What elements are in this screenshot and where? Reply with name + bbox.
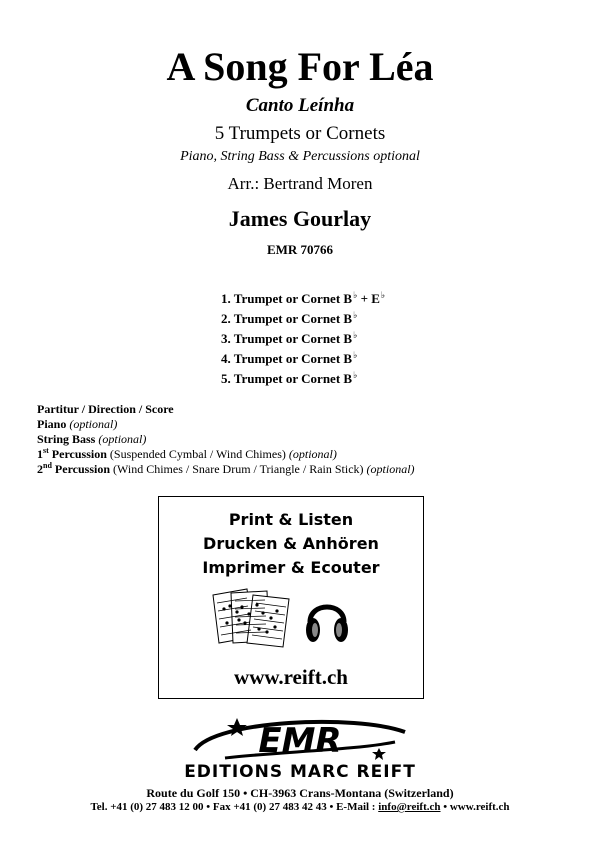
catalog-number: EMR 70766 <box>266 242 334 257</box>
promo-line-german: Drucken & Anhören <box>203 534 379 553</box>
instrumentation: 5 Trumpets or Cornets <box>214 123 386 144</box>
ordinal-number: 2 <box>37 462 43 476</box>
score-title: A Song For Léa <box>166 44 434 89</box>
part-label: 1. Trumpet or Cornet B <box>221 291 353 306</box>
ordinal-number: 1 <box>37 447 43 461</box>
sheet-music-icon <box>209 587 295 649</box>
percussion-label: Percussion <box>51 462 111 476</box>
flat-sign: ♭ <box>353 310 358 320</box>
part-label: 3. Trumpet or Cornet B <box>221 331 353 346</box>
percussion-detail: (Wind Chimes / Snare Drum / Triangle / Rain Stick) <box>110 462 367 476</box>
score-item: Partitur / Direction / Score <box>37 402 174 416</box>
part-label: 2. Trumpet or Cornet B <box>221 311 353 326</box>
part-label: 4. Trumpet or Cornet B <box>221 351 353 366</box>
parts-list <box>221 285 385 385</box>
flat-sign: ♭ <box>353 370 358 380</box>
bass-label: String Bass <box>37 432 96 446</box>
percussion-1-item <box>37 447 415 462</box>
optional-instruments: Piano, String Bass & Percussions optional <box>180 149 420 164</box>
ordinal-suffix: nd <box>43 461 52 470</box>
publisher-contact <box>0 800 600 815</box>
part-label-extra: + E <box>357 291 380 306</box>
contact-website: • www.reift.ch <box>440 801 510 813</box>
part-item <box>221 345 385 365</box>
emr-logo-icon <box>155 712 445 764</box>
piano-item <box>37 417 415 432</box>
part-item <box>221 365 385 385</box>
promo-line-english: Print & Listen <box>228 510 354 529</box>
publisher-address: Route du Golf 150 • CH-3963 Crans-Montana (Switzerland) <box>146 786 454 800</box>
ordinal-suffix: st <box>43 446 49 455</box>
percussion-label: Percussion <box>48 447 107 461</box>
flat-sign: ♭ <box>353 290 358 300</box>
headphones-icon <box>304 592 350 648</box>
part-label: 5. Trumpet or Cornet B <box>221 371 353 386</box>
publisher-name: EDITIONS MARC REIFT <box>184 762 416 782</box>
percussion-2-item <box>37 462 415 477</box>
website-link[interactable]: www.reift.ch <box>234 665 348 689</box>
score-subtitle: Canto Leínha <box>245 95 355 116</box>
print-listen-box[interactable] <box>158 496 424 699</box>
contact-phone-fax: Tel. +41 (0) 27 483 12 00 • Fax +41 (0) 27 483 42 43 • E-Mail : <box>90 801 379 813</box>
part-item <box>221 285 385 305</box>
optional-note: (optional) <box>288 447 337 461</box>
emr-logo-letters: EMR <box>258 721 342 761</box>
arranger: Arr.: Bertrand Moren <box>227 174 373 193</box>
bass-item <box>37 432 415 447</box>
optional-note: (optional) <box>98 432 147 446</box>
flat-sign: ♭ <box>380 290 386 300</box>
optional-note: (optional) <box>366 462 415 476</box>
part-item <box>221 305 385 325</box>
percussion-detail: (Suspended Cymbal / Wind Chimes) <box>106 447 289 461</box>
score-contents <box>37 402 415 477</box>
part-item <box>221 325 385 345</box>
email-link[interactable]: info@reift.ch <box>378 801 441 813</box>
optional-note: (optional) <box>69 417 118 431</box>
flat-sign: ♭ <box>353 330 358 340</box>
composer: James Gourlay <box>228 206 372 231</box>
flat-sign: ♭ <box>353 350 358 360</box>
promo-line-french: Imprimer & Ecouter <box>202 558 380 577</box>
piano-label: Piano <box>37 417 67 431</box>
